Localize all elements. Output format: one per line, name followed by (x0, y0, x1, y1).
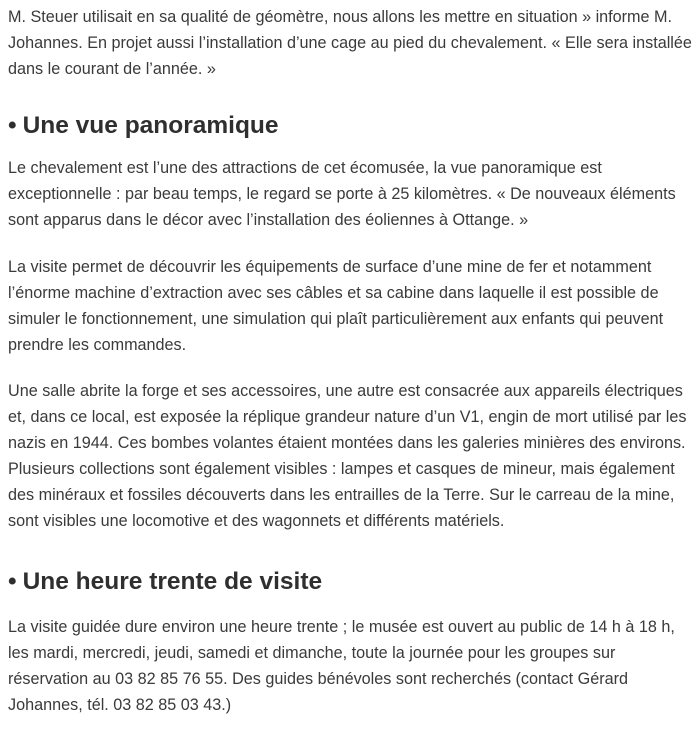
section-heading-2 (8, 565, 322, 599)
bullet-icon: • (8, 112, 17, 139)
section-heading-visit-duration (8, 565, 322, 599)
intro-paragraph: M. Steuer utilisait en sa qualité de géomètre, nous allons les mettre en situation » informe M. Johannes. En projet aussi l’installation d’une cage au pied du chevalement. « Elle sera installée dans le courant de l’année. » (8, 8, 692, 78)
paragraph-chevalement: Le chevalement est l’une des attractions de cet écomusée, la vue panoramique est exceptionnelle : par beau temps, le regard se porte à 25 kilomètres. « De nouveaux éléments sont apparus dans le décor avec l’installation des éoliennes à Ottange. » (8, 159, 676, 229)
paragraph-visite-guidee: La visite guidée dure environ une heure trente ; le musée est ouvert au public de 14 h à 18 h, les mardi, mercredi, jeudi, samedi et dimanche, toute la journée pour les groupes sur réservation au 03 82 85 76 55. Des guides bénévoles sont recherchés (contact Gérard Johannes, tél. 03 82 85 03 43.) (8, 618, 675, 714)
section-title-2: Une heure trente de visite (22, 568, 323, 595)
paragraph-visite-equipements: La visite permet de découvrir les équipements de surface d’une mine de fer et notamment l’énorme machine d’extraction avec ses câbles et sa cabine dans laquelle il est possible de simuler le fonctionnement, une simulation qui plaît particulièrement aux enfants qui peuvent prendre les commandes. (8, 258, 664, 354)
section-title-1: Une vue panoramique (22, 112, 279, 139)
section-heading-panoramic-view (8, 109, 279, 143)
bullet-icon: • (8, 568, 17, 595)
paragraph-salle-forge: Une salle abrite la forge et ses accessoires, une autre est consacrée aux appareils électriques et, dans ce local, est exposée la réplique grandeur nature d’un V1, engin de mort utilisé par les nazis en 1944. Ces bombes volantes étaient montées dans les galeries minières des environs. Plusieurs collections sont également visibles : lampes et casques de mineur, mais également des minéraux et fossiles découverts dans les entrailles de la Terre. Sur le carreau de la mine, sont visibles une locomotive et des wagonnets et différents matériels. (8, 382, 687, 530)
section-heading-1 (8, 109, 279, 143)
